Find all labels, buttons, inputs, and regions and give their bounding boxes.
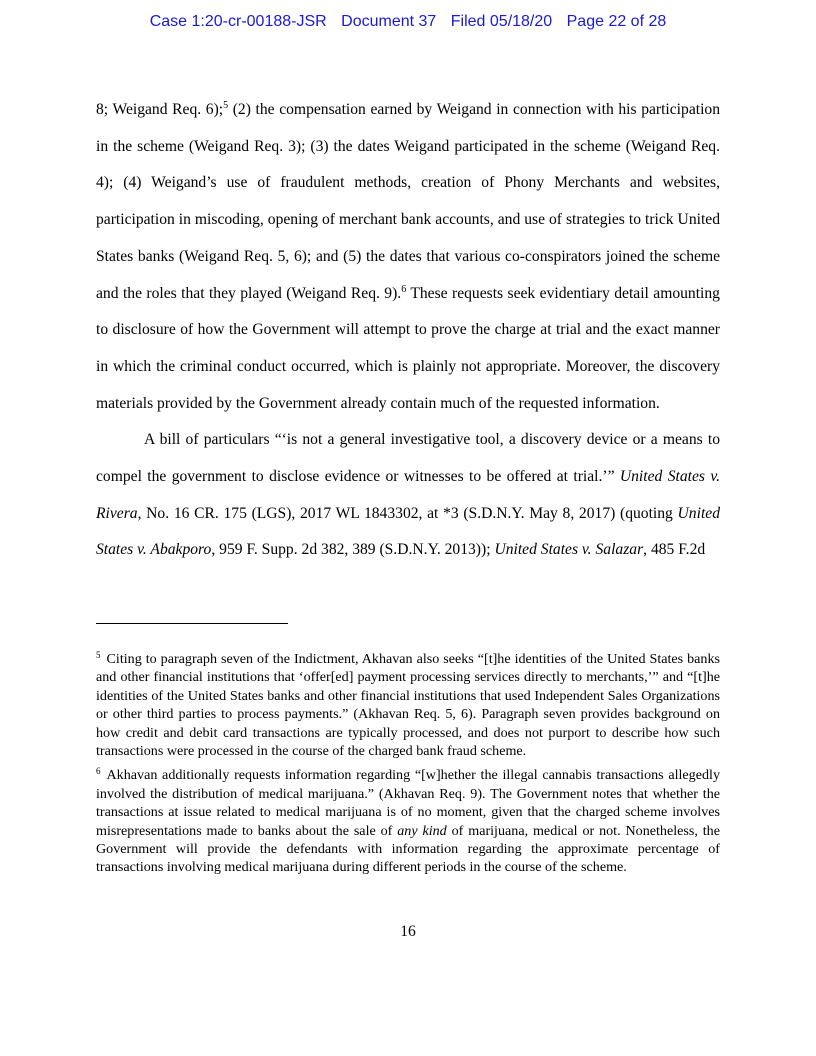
footnote-5 [96,650,720,760]
paragraph-2 [96,422,720,569]
footnote-divider [96,623,288,624]
footnote-ref-5: 5 [223,100,229,111]
footnote-emphasis: any kind [397,822,447,839]
footnotes [96,650,720,883]
footnote-number: 6 [96,766,101,777]
paragraph-2-text: , 485 F.2d [643,541,706,559]
case-citation: United States v. Abakporo [96,504,720,559]
paragraph-2-text: , 959 F. Supp. 2d 382, 389 (S.D.N.Y. 2013)); [211,541,495,559]
paragraph-2-text: A bill of particulars “‘is not a general investigative tool, a discovery device or a means to compel the government to disclose evidence or witnesses to be offered at trial.’” [96,431,720,486]
case-number: Case 1:20-cr-00188-JSR [149,13,327,30]
page-number: 16 [400,923,416,940]
footnote-text: Akhavan additionally requests information regarding “[w]hether the illegal cannabis transactions allegedly involved the distribution of medical marijuana.” (Akhavan Req. 9). The Government notes that whether the transactions at issue related to medical marijuana is of no moment, given that the charged scheme involves misrepresentations made to banks about the sale of [96,767,720,839]
paragraph-1-text: These requests seek evidentiary detail amounting to disclosure of how the Government will attempt to prove the charge at trial and the exact manner in which the criminal conduct occurred, which is plainly not appropriate. Moreover, the discovery materials provided by the Government already contain much of the requested information. [96,284,720,412]
footnote-6 [96,766,720,876]
footnote-text: of marijuana, medical or not. Nonetheless, the Government will provide the defendants with information regarding the approximate percentage of transactions involving medical marijuana during different periods in the course of the scheme. [96,822,720,876]
paragraph-1-text: (2) the compensation earned by Weigand in connection with his participation in the scheme (Weigand Req. 3); (3) the dates Weigand participated in the scheme (Weigand Req. 4); (4) Weigand’s use of fraudulent methods, creation of Phony Merchants and websites, participation in miscoding, opening of merchant bank accounts, and use of strategies to trick United States banks (Weigand Req. 5, 6); and (5) the dates that various co-conspirators joined the scheme and the roles that they played (Weigand Req. 9). [96,101,720,302]
case-citation: United States v. Salazar [494,541,644,559]
footnote-ref-6: 6 [401,283,407,295]
filed-date: Filed 05/18/20 [450,13,553,30]
case-citation: United States v. Rivera [96,468,720,522]
footnote-text: Citing to paragraph seven of the Indictment, Akhavan also seeks “[t]he identities of the United States banks and other financial institutions that ‘offer[ed] payment processing services directly to merchants,’” and “[t]he identities of the United States banks and other financial institutions that used Independent Sales Organizations or other third parties to process payments.” (Akhavan Req. 5, 6). Paragraph seven provides background on how credit and debit card transactions are typically processed, and does not purport to describe how such transactions were processed in the course of the charged bank fraud scheme. [96,651,720,760]
paragraph-1 [96,92,720,422]
body-text [96,92,720,569]
page-indicator: Page 22 of 28 [566,13,667,30]
paragraph-1-text: 8; Weigand Req. 6); [96,101,224,118]
paragraph-2-text: , No. 16 CR. 175 (LGS), 2017 WL 1843302, at *3 (S.D.N.Y. May 8, 2017) (quoting [137,504,678,522]
footnote-number: 5 [96,650,101,660]
filing-header [0,13,816,31]
document-number: Document 37 [341,13,437,30]
